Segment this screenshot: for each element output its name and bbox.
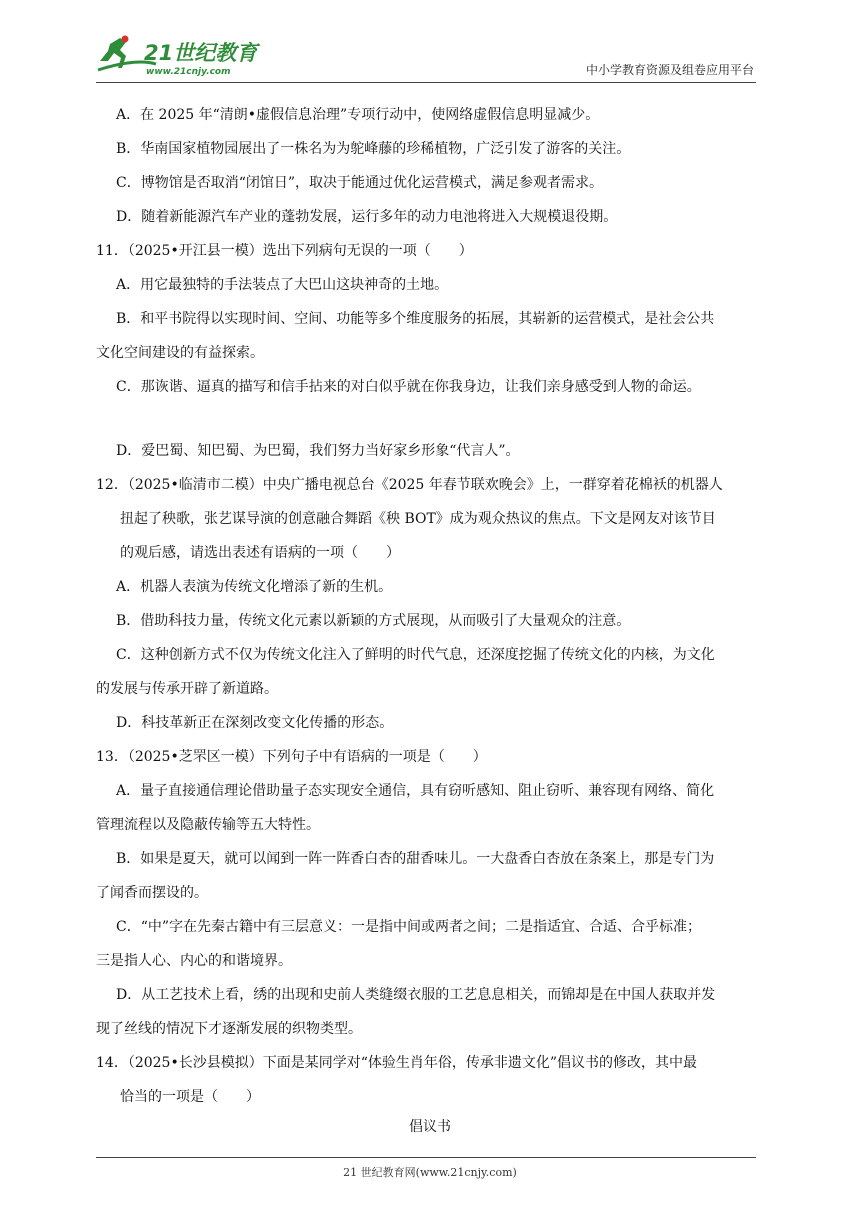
q13-option-d-cont: 现了丝线的情况下才逐渐发展的织物类型。: [96, 1021, 362, 1037]
page-header: [96, 30, 756, 83]
spacer: [96, 404, 766, 434]
q12-option-a: A．机器人表演为传统文化增添了新的生机。: [116, 579, 393, 595]
q14-stem-cont: 恰当的一项是（ ）: [120, 1089, 260, 1105]
platform-tagline: 中小学教育资源及组卷应用平台: [585, 63, 754, 77]
q12-option-c: C．这种创新方式不仅为传统文化注入了鲜明的时代气息，还深度挖掘了传统文化的内核，为文化: [116, 647, 715, 663]
q12-option-d: D．科技革新正在深刻改变文化传播的形态。: [116, 715, 394, 731]
q11-option-c: C．那诙谐、逼真的描写和信手拈来的对白似乎就在你我身边，让我们亲身感受到人物的命运。: [116, 379, 701, 395]
q11-option-d: D．爱巴蜀、知巴蜀、为巴蜀，我们努力当好家乡形象“代言人”。: [116, 443, 520, 459]
q10-option-d: D．随着新能源汽车产业的蓬勃发展，运行多年的动力电池将进入大规模退役期。: [116, 209, 618, 225]
q10-option-a: A．在 2025 年“清朗•虚假信息治理”专项行动中，使网络虚假信息明显减少。: [116, 107, 600, 123]
q11-option-b: B．和平书院得以实现时间、空间、功能等多个维度服务的拓展，其崭新的运营模式，是社会公共: [116, 311, 715, 327]
q13-option-b-cont: 了闻香而摆设的。: [96, 885, 208, 901]
q14-stem: 14．（2025•长沙县模拟）下面是某同学对“体验生肖年俗，传承非遗文化”倡议书的修改，其中最: [96, 1055, 698, 1071]
q10-option-b: B．华南国家植物园展出了一株名为为鸵峰藤的珍稀植物，广泛引发了游客的关注。: [116, 141, 631, 157]
q13-option-c-cont: 三是指人心、内心的和谐境界。: [96, 953, 292, 969]
q12-stem-cont: 扭起了秧歌，张艺谋导演的创意融合舞蹈《秧 BOT》成为观众热议的焦点。下文是网友对该节目: [120, 511, 716, 527]
q13-option-a: A．量子直接通信理论借助量子态实现安全通信，具有窃听感知、阻止窃听、兼容现有网络、简化: [116, 783, 715, 799]
q12-stem-cont: 的观后感，请选出表述有语病的一项（ ）: [120, 545, 400, 561]
q11-option-b-cont: 文化空间建设的有益探索。: [96, 345, 264, 361]
logo-url: www.21cnjy.com: [146, 67, 231, 77]
q12-option-c-cont: 的发展与传承开辟了新道路。: [96, 681, 278, 697]
q13-option-d: D．从工艺技术上看，绣的出现和史前人类缝缀衣服的工艺息息相关，而锦却是在中国人获取并发: [116, 987, 716, 1003]
q13-stem: 13．（2025•芝罘区一模）下列句子中有语病的一项是（ ）: [96, 749, 487, 765]
exam-content: [96, 98, 766, 1114]
logo-text: 21世纪教育: [144, 41, 258, 65]
logo-21cnjy: [96, 34, 296, 78]
q13-option-c: C．“中”字在先秦古籍中有三层意义：一是指中间或两者之间；二是指适宜、合适、合乎标准；: [116, 919, 702, 935]
footer-source: 21 世纪教育网(www.21cnjy.com): [343, 1166, 517, 1179]
q11-stem: 11．（2025•开江县一模）选出下列病句无误的一项（ ）: [96, 243, 473, 259]
footer-divider: [96, 1157, 756, 1158]
proposal-title: 倡议书: [409, 1119, 451, 1135]
q13-option-a-cont: 管理流程以及隐蔽传输等五大特性。: [96, 817, 320, 833]
q12-stem: 12．（2025•临清市二模）中央广播电视总台《2025 年春节联欢晚会》上，一群穿着花棉袄的机器人: [96, 477, 723, 493]
q12-option-b: B．借助科技力量，传统文化元素以新颖的方式展现，从而吸引了大量观众的注意。: [116, 613, 631, 629]
q10-option-c: C．博物馆是否取消“闭馆日”，取决于能通过优化运营模式，满足参观者需求。: [116, 175, 604, 191]
q13-option-b: B．如果是夏天，就可以闻到一阵一阵香白杏的甜香味儿。一大盘香白杏放在条案上，那是专门为: [116, 851, 715, 867]
q11-option-a: A．用它最独特的手法装点了大巴山这块神奇的土地。: [116, 277, 449, 293]
